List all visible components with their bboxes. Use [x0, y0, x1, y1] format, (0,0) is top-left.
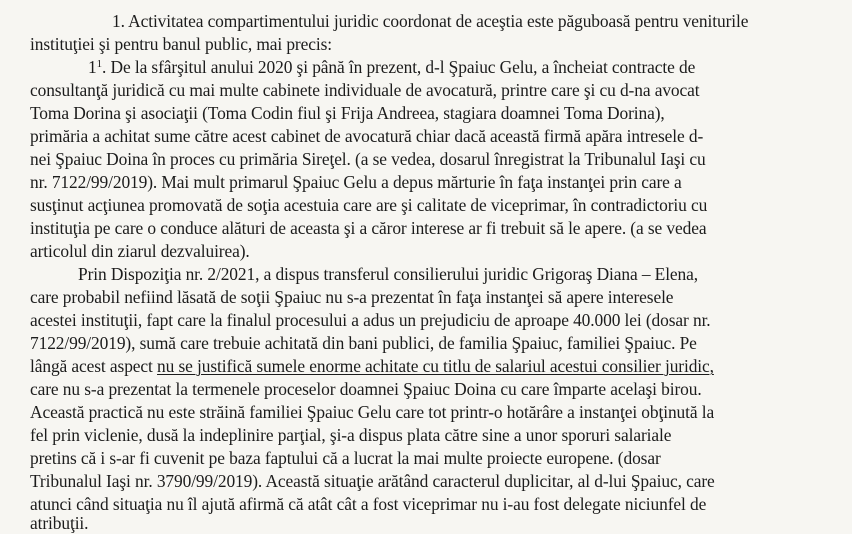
doc-line-19: fel prin viclenie, dusă la indeplinire parţial, şi-a dispus plata către sine a unor sporuri salariale [30, 425, 672, 445]
doc-line-12: Prin Dispoziţia nr. 2/2021, a dispus transferul consilierului juridic Grigoraş Diana – Elena, [78, 264, 699, 284]
doc-line-9: susţinut acţiunea promovată de soţia acestuia care are şi calitate de viceprimar, în contradictoriu cu [30, 195, 708, 215]
doc-line-17: care nu s-a prezentat la termenele proceselor doamnei Şpaiuc Doina cu care împarte acelaşi birou. [30, 379, 702, 399]
point-text: . De la sfârşitul anului 2020 şi până în prezent, d-l Şpaiuc Gelu, a încheiat contracte de [102, 57, 696, 77]
doc-line-8: nr. 7122/99/2019). Mai mult primarul Şpaiuc Gelu a depus mărturie în faţa instanţei prin care a [30, 172, 682, 192]
line-16-start: lângă acest aspect [30, 356, 158, 376]
doc-line-5: Toma Dorina şi asociaţii (Toma Codin fiul şi Frija Andreea, stagiara doamnei Toma Dorina), [30, 103, 665, 123]
doc-line-1: 1. Activitatea compartimentului juridic coordonat de aceştia este păguboasă pentru veniturile [112, 11, 749, 31]
doc-line-18: Această practică nu este străină familiei Şpaiuc Gelu care tot printr-o hotărâre a instanţei obţinută la [30, 402, 715, 422]
doc-line-2: instituţiei şi pentru banul public, mai precis: [30, 34, 332, 54]
doc-line-11: articolul din ziarul dezvaluirea). [30, 241, 250, 261]
doc-line-21: Tribunalul Iaşi nr. 3790/99/2019). Această situaţie arătând caracterul duplicitar, al d-lui Şpaiuc, care [30, 471, 715, 491]
doc-line-14: acestei instituţii, fapt care la finalul procesului a adus un prejudiciu de aproape 40.000 lei (dosar nr. [30, 310, 711, 330]
doc-line-20: pretins că i s-ar fi cuvenit pe baza faptului că a lucrat la mai multe proiecte europene. (dosar [30, 448, 661, 468]
doc-line-6: primăria a achitat sume către acest cabinet de avocatură chiar dacă această firmă apăra intresele d- [30, 126, 704, 146]
doc-line-15: 7122/99/2019), sumă care trebuie achitată din bani publici, de familia Şpaiuc, familiei Şpaiuc. Pe [30, 333, 697, 353]
point-number: 1 [88, 57, 97, 77]
doc-line-3 [88, 56, 695, 78]
underlined-phrase: nu se justifică sumele enorme achitate cu titlu de salariul acestui consilier juridic, [157, 356, 714, 376]
doc-line-13: care probabil nefiind lăsată de soţii Şpaiuc nu s-a prezentat în faţa instanţei să apere interesele [30, 287, 674, 307]
doc-line-22: atunci când situaţia nu îl ajută afirmă că atât cât a fost viceprimar nu i-au fost delegate niciunfel de [30, 494, 707, 514]
point-superscript: 1 [96, 58, 103, 70]
doc-line-4: consultanţă juridică cu mai multe cabinete individuale de avocatură, printre care şi cu d-na avocat [30, 80, 700, 100]
doc-line-10: instituţia pe care o conduce alături de aceasta şi a căror interese ar fi trebuit să le apere. (a se vedea [30, 218, 707, 238]
doc-line-7: nei Şpaiuc Doina în proces cu primăria Sireţel. (a se vedea, dosarul înregistrat la Tribunalul Iaşi cu [30, 149, 706, 169]
doc-line-23: atribuţii. [30, 513, 89, 533]
doc-line-16 [30, 355, 714, 377]
